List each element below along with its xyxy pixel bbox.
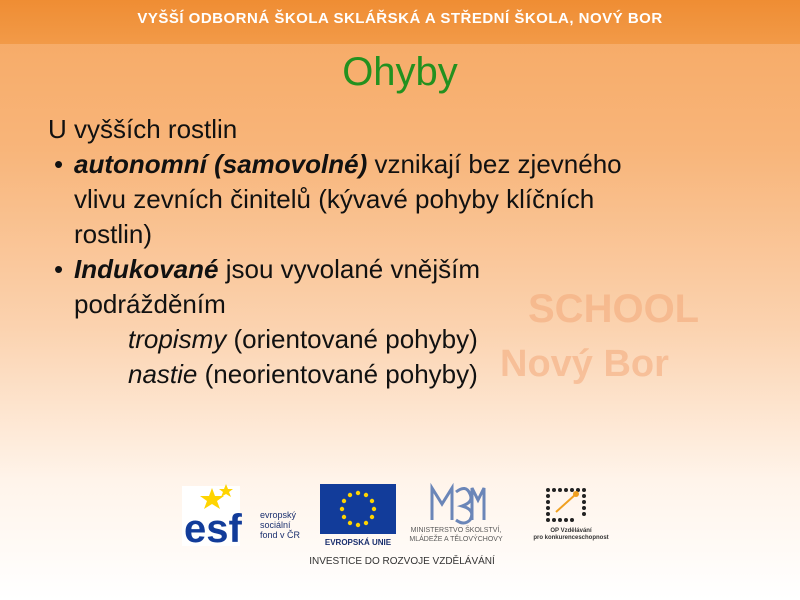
funding-logos	[182, 480, 622, 580]
msmt-label-1: MINISTERSTVO ŠKOLSTVÍ,	[410, 527, 502, 534]
svg-text:esf: esf	[184, 507, 242, 550]
bullet1-text: vznikají bez zjevného	[367, 149, 622, 179]
sub2-text: (neorientované pohyby)	[197, 359, 478, 389]
sub1-text: (orientované pohyby)	[226, 324, 478, 354]
term-tropismy: tropismy	[128, 324, 227, 354]
msmt-logo	[404, 480, 504, 530]
term-nastie: nastie	[128, 359, 198, 389]
intro-line: U vyšších rostlin	[48, 114, 238, 144]
header-bar	[0, 0, 800, 44]
msmt-label	[396, 526, 516, 544]
esf-caption-1: evropský	[260, 510, 297, 520]
term-indukovane: Indukované	[74, 254, 219, 284]
esf-caption-3: fond v ČR	[260, 530, 301, 540]
op-label-1: OP Vzdělávání	[550, 528, 592, 534]
esf-caption-2: sociální	[260, 520, 291, 530]
slide-title: Ohyby	[342, 50, 458, 94]
msmt-label-2: MLÁDEŽE A TĚLOVÝCHOVY	[409, 536, 503, 543]
bullet-marker: •	[54, 149, 64, 179]
sub-nastie	[48, 357, 768, 392]
op-label-2: pro konkurenceschopnost	[533, 535, 609, 541]
eu-stars-icon	[320, 484, 396, 534]
slide-body	[48, 112, 768, 392]
esf-caption	[260, 510, 300, 540]
bullet2-continuation-1: podrážděním	[74, 289, 226, 319]
bullet2-text: jsou vyvolané vnějším	[218, 254, 481, 284]
eu-flag	[320, 484, 396, 534]
op-vzdelavani-logo	[538, 482, 598, 532]
bullet1-continuation-1: vlivu zevních činitelů (kývavé pohyby klíčních	[74, 184, 595, 214]
investice-tagline: INVESTICE DO ROZVOJE VZDĚLÁVÁNÍ	[309, 556, 495, 567]
term-autonomni: autonomní (samovolné)	[74, 149, 368, 179]
eu-label: EVROPSKÁ UNIE	[324, 538, 392, 547]
watermark-line1: SCHOOL	[528, 287, 700, 331]
bullet-autonomni	[48, 147, 768, 182]
bullet1-continuation-2: rostlin)	[74, 219, 153, 249]
school-name: VYŠŠÍ ODBORNÁ ŠKOLA SKLÁŘSKÁ A STŘEDNÍ ŠKOLA, NOVÝ BOR	[137, 10, 663, 27]
bullet-marker: •	[54, 254, 64, 284]
bullet-indukovane	[48, 252, 768, 287]
sub-tropismy	[48, 322, 768, 357]
op-label	[526, 528, 616, 542]
watermark-line2: Nový Bor	[500, 343, 669, 385]
